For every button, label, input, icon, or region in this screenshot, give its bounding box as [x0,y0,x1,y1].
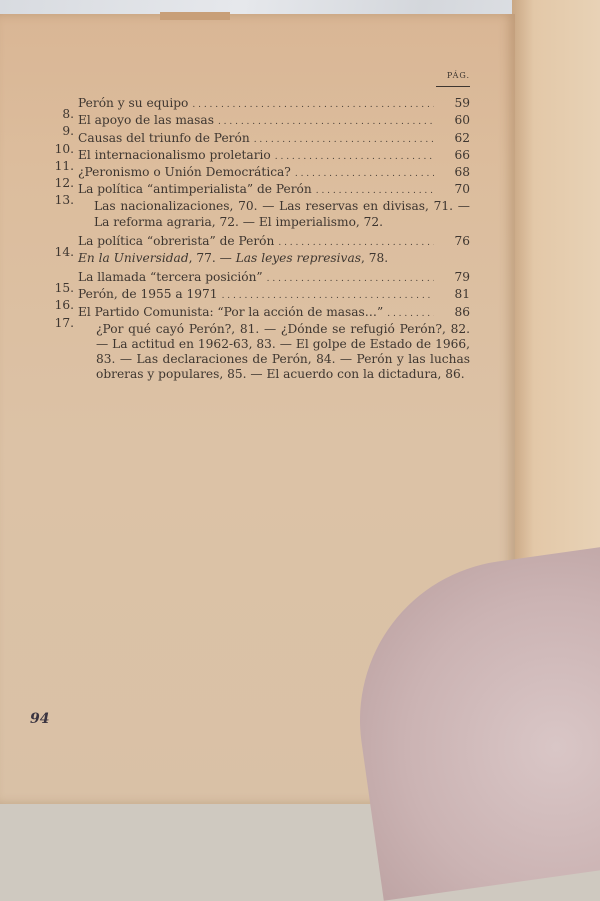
entry-number: 13. [54,193,74,208]
entry-title: Perón, de 1955 a 1971 [78,287,218,302]
entry-page: 62 [454,130,470,145]
entry-title: Perón y su equipo [78,96,189,111]
entry-subtopics: Las nacionalizaciones, 70. — Las reservas en divisas, 71. — La reforma agraria, 72. — El imperialismo, 72. [94,199,470,229]
entry-page: 59 [454,96,470,111]
dot-leader [316,184,434,199]
table-of-contents [54,68,470,387]
entry-title: ¿Peronismo o Unión Democrática? [78,165,291,180]
entry-title: El Partido Comunista: “Por la acción de masas…” [78,304,384,319]
dot-leader [295,167,434,182]
page-number: 94 [30,711,50,727]
entry-title: La llamada “tercera posición” [78,270,263,285]
dot-leader [222,289,434,304]
subtopic-italic: En la Universidad [78,251,189,266]
subtopic-page: , 78. [360,251,389,266]
subtopic-page: , 77. — [188,251,236,266]
entry-number: 14. [54,244,74,259]
entry-title: El internacionalismo proletario [78,147,271,162]
subtopic-italic: Las leyes represivas [235,251,361,266]
dot-leader [254,133,434,148]
dot-leader [192,98,434,113]
entry-subtopics: ¿Por qué cayó Perón?, 81. — ¿Dónde se refugió Perón?, 82. — La actitud en 1962-63, 83. — El golpe de Estado de 1966, 83. — Las declaraciones de Perón, 84. — Perón y las luchas obreras y populares, 85. — El acuerdo con la dictadura, 86. [96,321,470,382]
entry-title: La política “obrerista” de Perón [78,233,275,248]
entry-page: 79 [454,270,470,285]
entry-number: 12. [54,176,74,191]
entry-page: 70 [454,182,470,197]
entry-page: 68 [454,165,470,180]
entry-page: 81 [454,287,470,302]
entry-page: 60 [454,113,470,128]
entry-page: 86 [454,304,470,319]
entry-number: 9. [62,124,74,139]
page-column-header: PÁG. [436,68,470,87]
entry-number: 10. [54,141,74,156]
entry-number: 8. [62,107,74,122]
entry-page: 76 [454,233,470,248]
dot-leader [267,272,434,287]
entry-number: 16. [54,298,74,313]
entry-page: 66 [454,147,470,162]
entry-number: 11. [54,158,74,173]
entry-title: Causas del triunfo de Perón [78,130,250,145]
entry-number: 15. [54,281,74,296]
entry-subtopics [78,251,470,266]
page-edge-tab [160,12,230,20]
entry-number: 17. [54,315,74,330]
dot-leader [275,150,434,165]
entry-title: El apoyo de las masas [78,113,214,128]
dot-leader [278,236,434,251]
dot-leader [218,115,434,130]
entry-title: La política “antimperialista” de Perón [78,182,312,197]
dot-leader [387,307,434,322]
